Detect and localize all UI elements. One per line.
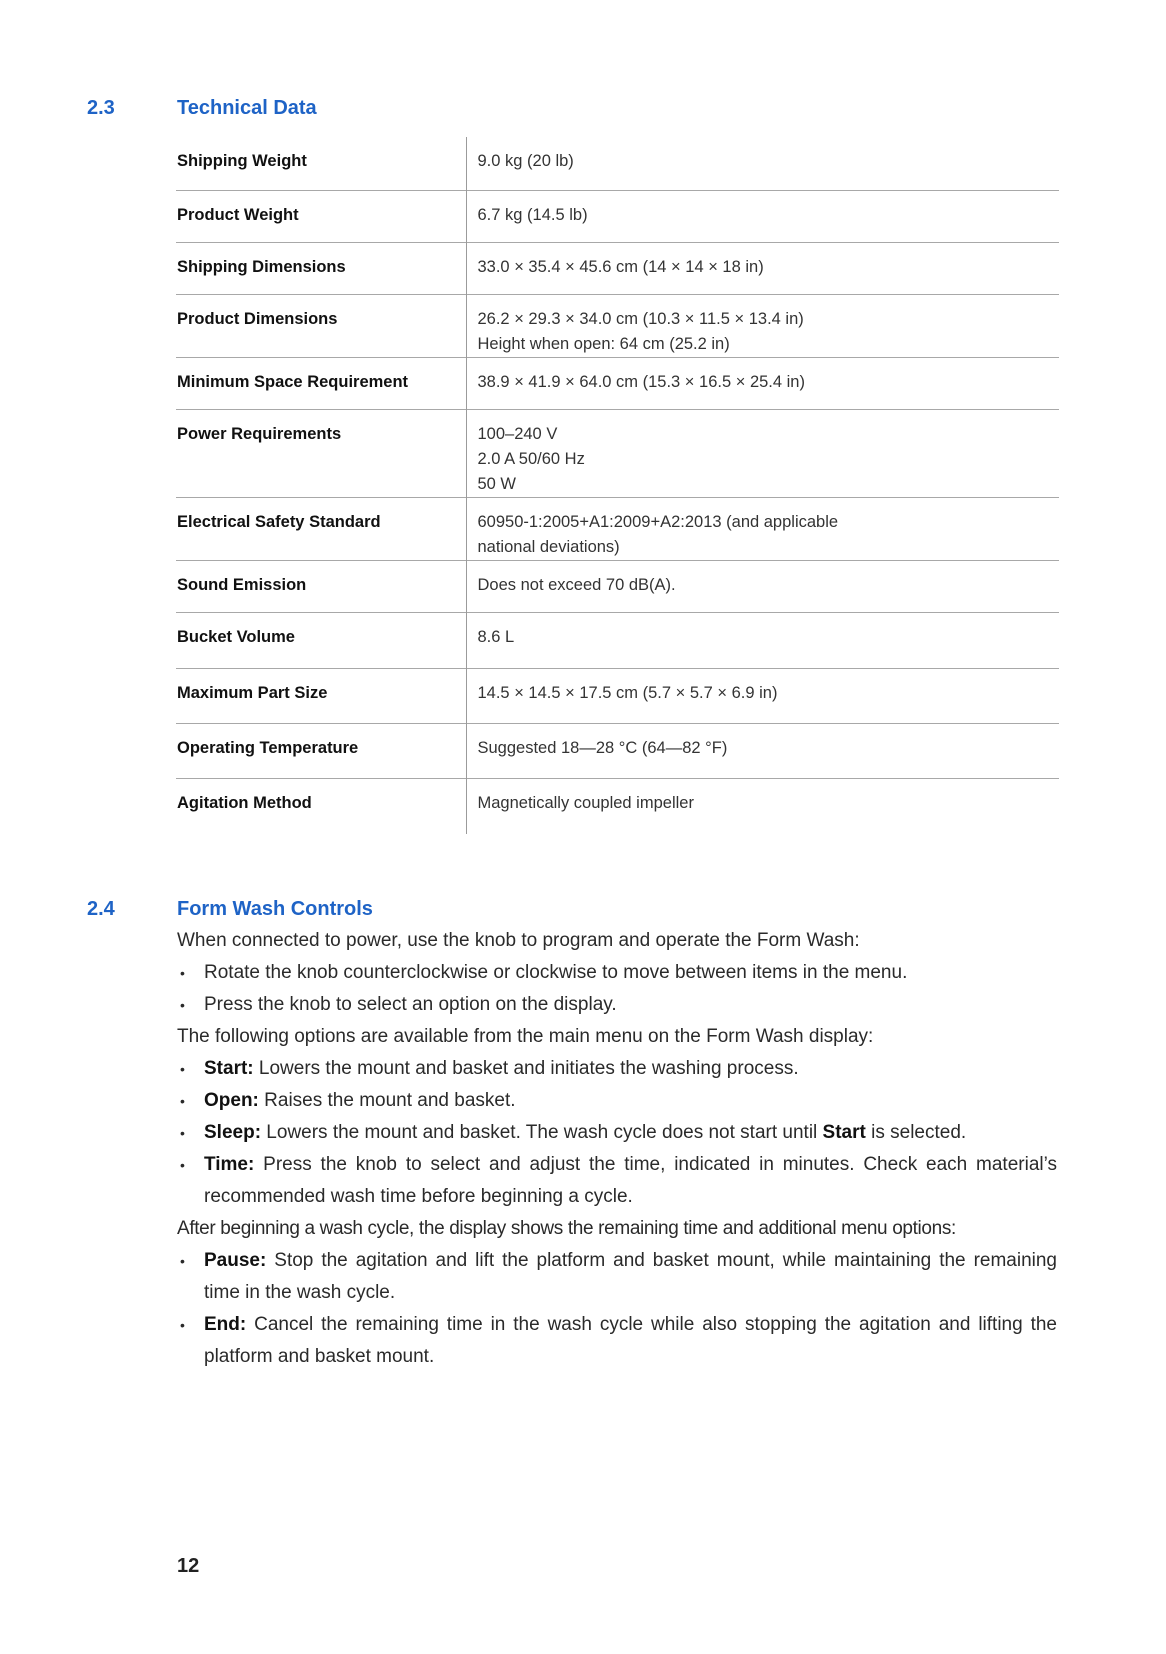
section-number: 2.3 bbox=[87, 97, 115, 119]
spec-value: 100–240 V 2.0 A 50/60 Hz 50 W bbox=[466, 409, 1059, 497]
list-item: • Start: Lowers the mount and basket and initiates the washing process. bbox=[177, 1053, 1057, 1085]
table-row bbox=[176, 190, 1059, 242]
spec-label: Product Dimensions bbox=[176, 294, 466, 357]
table-row bbox=[176, 723, 1059, 778]
list-item: • Sleep: Lowers the mount and basket. The wash cycle does not start until Start is selected. bbox=[177, 1117, 1057, 1149]
list-item: • Rotate the knob counterclockwise or clockwise to move between items in the menu. bbox=[177, 957, 1057, 989]
spec-value: 14.5 × 14.5 × 17.5 cm (5.7 × 5.7 × 6.9 in) bbox=[466, 668, 1059, 723]
section-title: Form Wash Controls bbox=[177, 898, 373, 920]
section-title: Technical Data bbox=[177, 97, 317, 119]
table-row bbox=[176, 497, 1059, 560]
spec-value: Magnetically coupled impeller bbox=[466, 778, 1059, 834]
spec-label: Shipping Weight bbox=[177, 152, 307, 170]
term: End: bbox=[204, 1314, 247, 1335]
term: Sleep: bbox=[204, 1122, 262, 1143]
spec-value: 60950-1:2005+A1:2009+A2:2013 (and applicable national deviations) bbox=[466, 497, 1059, 560]
spec-value: 38.9 × 41.9 × 64.0 cm (15.3 × 16.5 × 25.4 in) bbox=[466, 357, 1059, 409]
paragraph: After beginning a wash cycle, the display shows the remaining time and additional menu options: bbox=[177, 1218, 956, 1239]
list-item: • End: Cancel the remaining time in the wash cycle while also stopping the agitation and lifting the platform and basket mount. bbox=[177, 1309, 1057, 1373]
spec-value: 9.0 kg (20 lb) bbox=[466, 137, 1059, 190]
table-row bbox=[176, 668, 1059, 723]
spec-value: 33.0 × 35.4 × 45.6 cm (14 × 14 × 18 in) bbox=[466, 242, 1059, 294]
table-row bbox=[176, 560, 1059, 612]
spec-value: Suggested 18—28 °C (64—82 °F) bbox=[466, 723, 1059, 778]
table-row bbox=[176, 778, 1059, 834]
spec-label: Agitation Method bbox=[176, 778, 466, 834]
table-row bbox=[176, 242, 1059, 294]
table-row bbox=[176, 294, 1059, 357]
spec-value: Does not exceed 70 dB(A). bbox=[466, 560, 1059, 612]
term: Open: bbox=[204, 1090, 259, 1111]
spec-label: Maximum Part Size bbox=[176, 668, 466, 723]
term: Time: bbox=[204, 1154, 255, 1175]
term: Start: bbox=[204, 1058, 254, 1079]
table-row bbox=[176, 612, 1059, 668]
table-row bbox=[176, 357, 1059, 409]
list-item: • Pause: Stop the agitation and lift the platform and basket mount, while maintaining the remaining time in the wash cycle. bbox=[177, 1245, 1057, 1309]
spec-value: 26.2 × 29.3 × 34.0 cm (10.3 × 11.5 × 13.4 in) Height when open: 64 cm (25.2 in) bbox=[466, 294, 1059, 357]
spec-label: Operating Temperature bbox=[176, 723, 466, 778]
paragraph: When connected to power, use the knob to program and operate the Form Wash: bbox=[177, 930, 860, 951]
spec-label: Minimum Space Requirement bbox=[176, 357, 466, 409]
section-heading-form-wash-controls bbox=[0, 898, 1166, 928]
term: Pause: bbox=[204, 1250, 267, 1271]
form-wash-controls-body bbox=[177, 925, 1057, 1373]
section-heading-technical-data bbox=[0, 97, 1166, 127]
table-row bbox=[176, 409, 1059, 497]
page-number: 12 bbox=[177, 1555, 200, 1577]
spec-label: Sound Emission bbox=[176, 560, 466, 612]
list-item: • Open: Raises the mount and basket. bbox=[177, 1085, 1057, 1117]
technical-data-table bbox=[176, 137, 1059, 834]
spec-label: Electrical Safety Standard bbox=[176, 497, 466, 560]
spec-label: Bucket Volume bbox=[176, 612, 466, 668]
spec-label: Product Weight bbox=[176, 190, 466, 242]
section-number: 2.4 bbox=[87, 898, 115, 920]
list-item: • Press the knob to select an option on the display. bbox=[177, 989, 1057, 1021]
spec-value: 6.7 kg (14.5 lb) bbox=[466, 190, 1059, 242]
table-row bbox=[176, 137, 1059, 190]
spec-label: Shipping Dimensions bbox=[176, 242, 466, 294]
list-item: • Time: Press the knob to select and adjust the time, indicated in minutes. Check each material’s recommended wash time before beginning a cycle. bbox=[177, 1149, 1057, 1213]
spec-label: Power Requirements bbox=[176, 409, 466, 497]
paragraph: The following options are available from the main menu on the Form Wash display: bbox=[177, 1026, 874, 1047]
spec-value: 8.6 L bbox=[466, 612, 1059, 668]
